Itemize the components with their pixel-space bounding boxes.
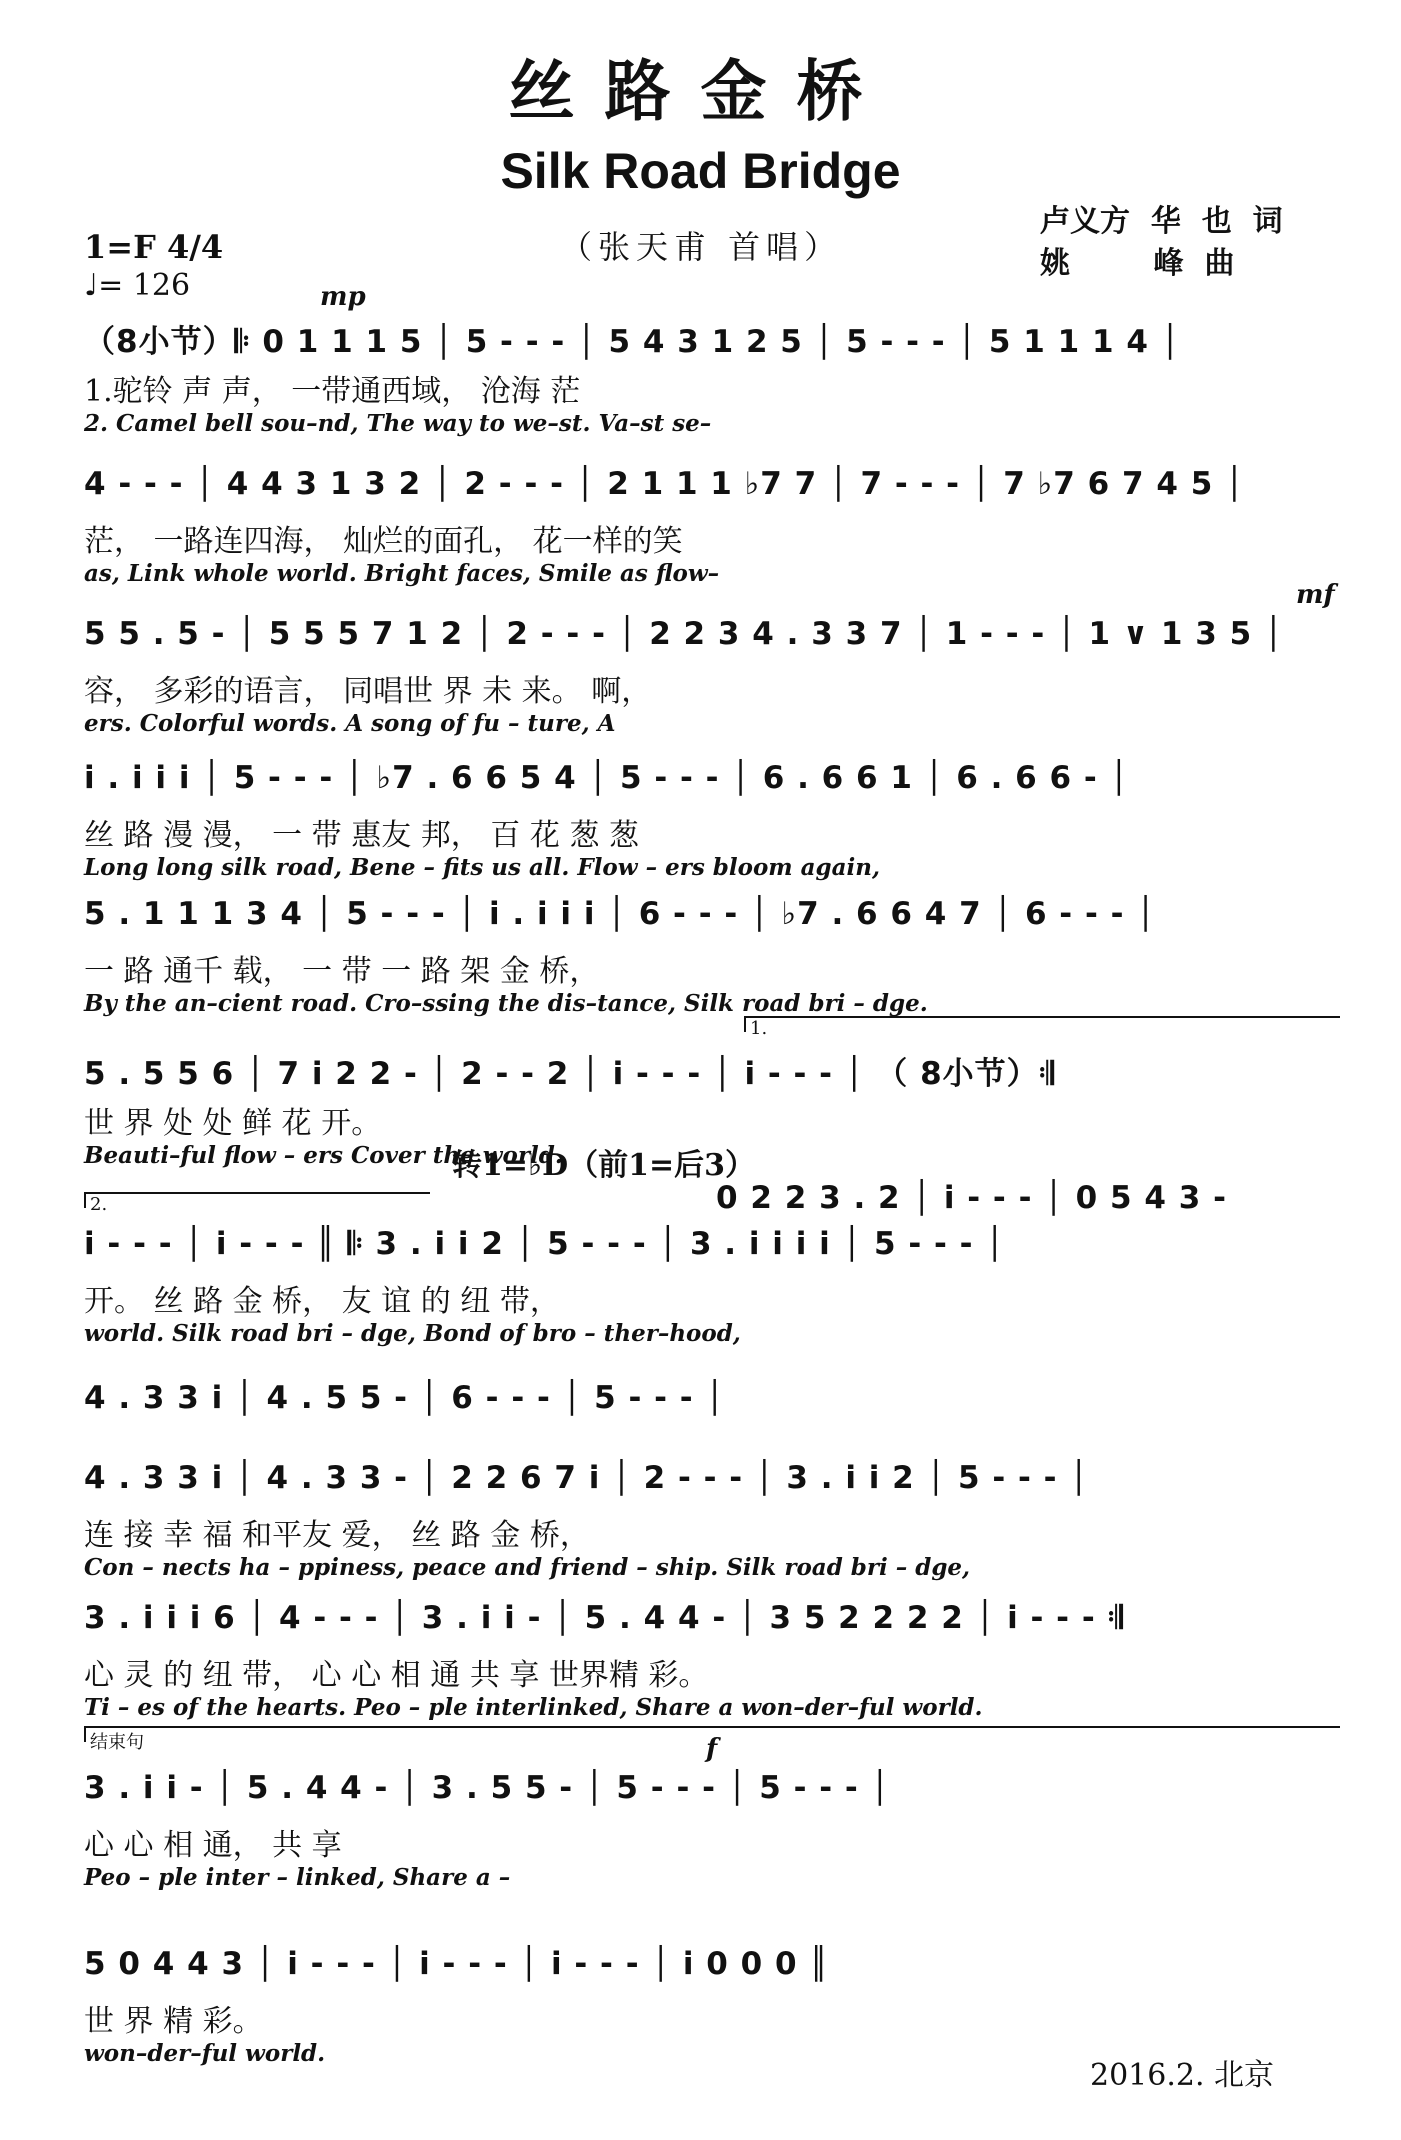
lyric-english: Con – nects ha – ppiness, peace and friend – ship. Silk road bri – dge,: [84, 1554, 971, 1581]
lyric-chinese: 一 路 通千 载， 一 带 一 路 架 金 桥，: [84, 954, 600, 989]
notation-line: 5 5 . 5 - │ 5 5 5 7 1 2 │ 2 - - - │ 2 2 3 4 . 3 3 7 │ 1 - - - │ 1 ∨ 1 3 5 │: [84, 616, 1284, 652]
notation-line: 4 . 3 3 i │ 4 . 5 5 - │ 6 - - - │ 5 - - - │: [84, 1380, 726, 1416]
composer-credit: 姚 峰 曲: [1040, 246, 1235, 281]
lyric-english: world. Silk road bri – dge, Bond of bro – ther–hood,: [84, 1320, 741, 1347]
lyric-chinese: 丝 路 漫 漫， 一 带 惠友 邦， 百 花 葱 葱: [84, 818, 639, 853]
lyric-english: as, Link whole world. Bright faces, Smile as flow–: [84, 560, 720, 587]
lyric-chinese: 世 界 处 处 鲜 花 开。: [84, 1106, 382, 1141]
dynamic-mark: mf: [1296, 580, 1335, 610]
tempo-marking: ♩= 126: [84, 268, 191, 303]
lyric-english: Beauti–ful flow – ers Cover the world.: [84, 1142, 563, 1169]
lyric-chinese: 茫， 一路连四海， 灿烂的面孔， 花一样的笑: [84, 524, 683, 559]
lyric-english: By the an–cient road. Cro–ssing the dis–tance, Silk road bri – dge.: [84, 990, 928, 1017]
lyric-english: won–der–ful world.: [84, 2040, 326, 2067]
modulation-marking: 转1=♭D（前1=后3）: [452, 1148, 756, 1183]
lyric-chinese: 开。 丝 路 金 桥， 友 谊 的 纽 带，: [84, 1284, 560, 1319]
key-signature: 1=F 4/4: [84, 228, 224, 266]
lyric-chinese: 心 心 相 通， 共 享: [84, 1828, 342, 1863]
date-place: 2016.2. 北京: [1090, 2058, 1275, 2093]
notation-line: 4 . 3 3 i │ 4 . 3 3 - │ 2 2 6 7 i │ 2 - - - │ 3 . i i 2 │ 5 - - - │: [84, 1460, 1090, 1496]
lyric-english: Ti – es of the hearts. Peo – ple interlinked, Share a won–der–ful world.: [84, 1694, 983, 1721]
lyric-english: Peo – ple inter – linked, Share a –: [84, 1864, 511, 1891]
song-title-chinese: 丝路金桥: [508, 52, 893, 130]
volta-bracket: 2.: [84, 1192, 430, 1208]
notation-line: i . i i i │ 5 - - - │ ♭7 . 6 6 5 4 │ 5 - - - │ 6 . 6 6 1 │ 6 . 6 6 - │: [84, 760, 1130, 796]
notation-line: 5 0 4 4 3 │ i - - - │ i - - - │ i - - - │ i 0 0 0 ║: [84, 1946, 829, 1982]
lyric-chinese: 容， 多彩的语言， 同唱世 界 未 来。 啊，: [84, 674, 652, 709]
volta-bracket: 结束句: [84, 1726, 1340, 1742]
dynamic-mark: f: [706, 1734, 718, 1764]
lyric-chinese: 1.驼铃 声 声， 一带通西域， 沧海 茫: [84, 374, 581, 409]
lyric-english: Long long silk road, Bene – fits us all. Flow – ers bloom again,: [84, 854, 880, 881]
lyricist-credit: 卢义方 华 也 词: [1040, 204, 1283, 239]
lyric-english: 2. Camel bell sou–nd, The way to we–st. Va–st se–: [84, 410, 712, 437]
lyric-chinese: 心 灵 的 纽 带， 心 心 相 通 共 享 世界精 彩。: [84, 1658, 709, 1693]
notation-line: （8小节）𝄆 0 1 1 1 5 │ 5 - - - │ 5 4 3 1 2 5 │ 5 - - - │ 5 1 1 1 4 │: [84, 324, 1181, 360]
notation-line: 5 . 1 1 1 3 4 │ 5 - - - │ i . i i i │ 6 - - - │ ♭7 . 6 6 4 7 │ 6 - - - │: [84, 896, 1156, 932]
notation-line: 3 . i i - │ 5 . 4 4 - │ 3 . 5 5 - │ 5 - - - │ 5 - - - │: [84, 1770, 891, 1806]
notation-line: 4 - - - │ 4 4 3 1 3 2 │ 2 - - - │ 2 1 1 1 ♭7 7 │ 7 - - - │ 7 ♭7 6 7 4 5 │: [84, 466, 1245, 502]
notation-line: 5 . 5 5 6 │ 7 i 2 2 - │ 2 - - 2 │ i - - - │ i - - - │ （ 8小节）𝄇: [84, 1056, 1055, 1092]
notation-line: i - - - │ i - - - ║ 𝄆 3 . i i 2 │ 5 - - - │ 3 . i i i i │ 5 - - - │: [84, 1226, 1006, 1262]
lyric-chinese: 连 接 幸 福 和平友 爱， 丝 路 金 桥，: [84, 1518, 590, 1553]
lyric-english: ers. Colorful words. A song of fu – ture, A: [84, 710, 616, 737]
singer-credit: （张天甫 首唱）: [560, 228, 843, 266]
upper-voice-line: 0 2 2 3 . 2 │ i - - - │ 0 5 4 3 -: [716, 1180, 1228, 1216]
dynamic-mark: mp: [320, 282, 366, 312]
notation-line: 3 . i i i 6 │ 4 - - - │ 3 . i i - │ 5 . 4 4 - │ 3 5 2 2 2 2 │ i - - - 𝄇: [84, 1600, 1124, 1636]
song-title-english: Silk Road Bridge: [500, 143, 901, 199]
lyric-chinese: 世 界 精 彩。: [84, 2004, 263, 2039]
volta-bracket: 1.: [744, 1016, 1340, 1032]
